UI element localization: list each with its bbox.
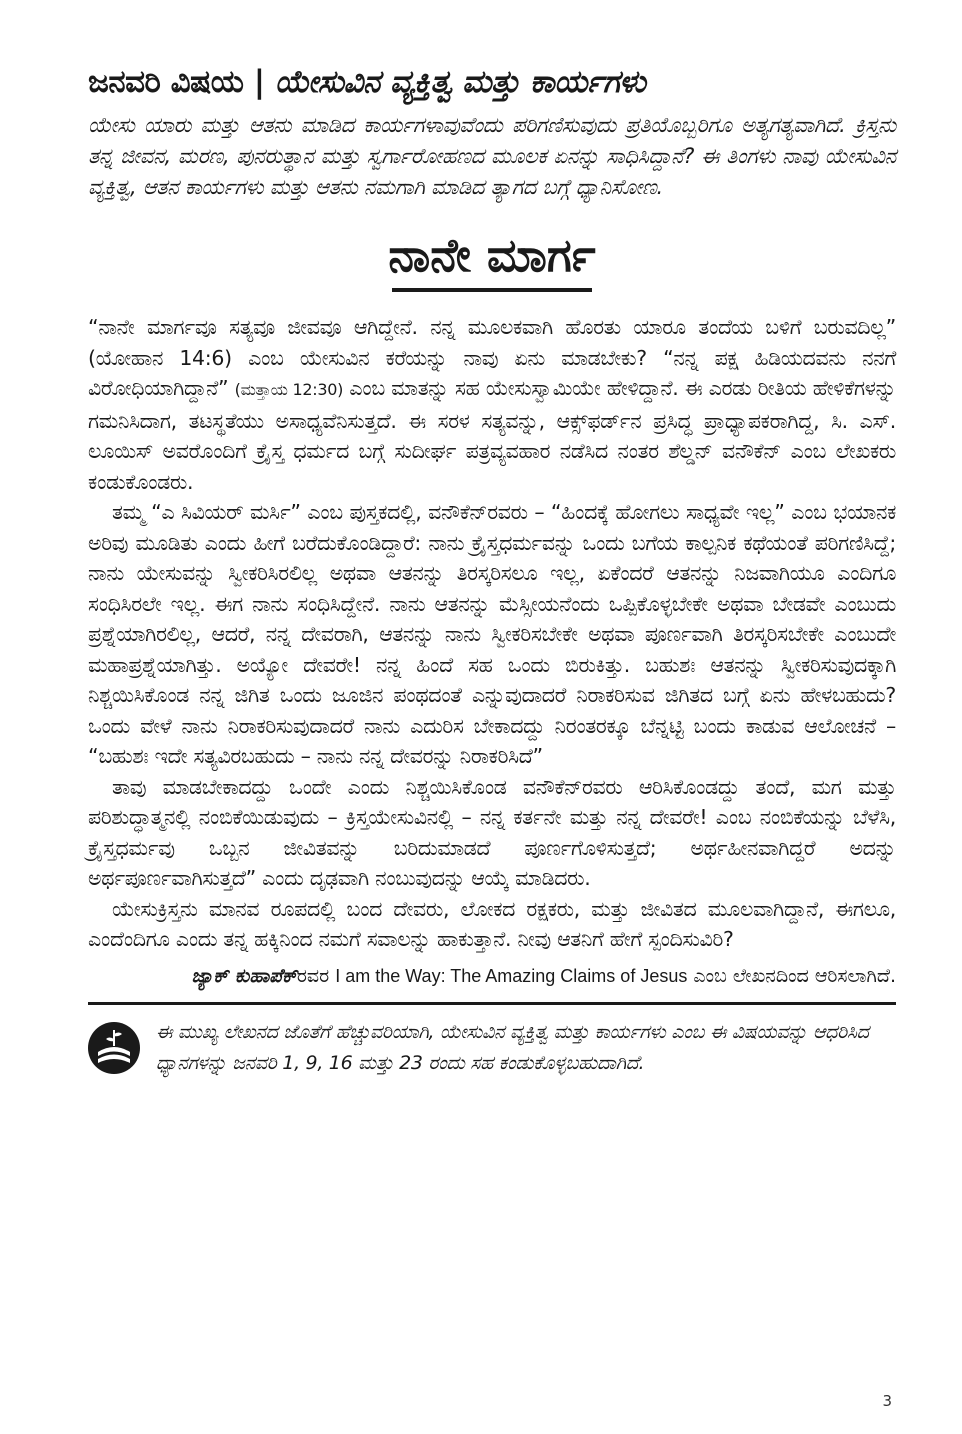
document-page: [88, 60, 896, 1079]
footer-divider: [88, 1002, 896, 1005]
footer-note: [88, 1017, 896, 1079]
article-credit: [88, 961, 896, 992]
credit-author: ಜ್ಯಾಕ್ ಕುಹಾಪೆಕ್: [191, 964, 297, 987]
page-number: 3: [882, 1392, 892, 1410]
paragraph-1-part-a: “ನಾನೇ ಮಾರ್ಗವೂ ಸತ್ಯವೂ ಜೀವವೂ ಆಗಿದ್ದೇನೆ. ನನ್ನ ಮೂಲಕವಾಗಿ ಹೊರತು ಯಾರೂ ತಂದೆಯ ಬಳಿಗೆ ಬರುವದಿಲ್ಲ” (ಯೋಹಾನ 14:6) ಎಂಬ ಯೇಸುವಿನ ಕರೆಯನ್ನು ನಾವು ಏನು ಮಾಡಬೇಕು? “ನನ್ನ ಪಕ್ಷ ಹಿಡಿಯದವನು ನನಗೆ ವಿರೋಧಿಯಾಗಿದ್ದಾನೆ”: [88, 315, 896, 400]
paragraph-3: ತಾವು ಮಾಡಬೇಕಾದದ್ದು ಒಂದೇ ಎಂದು ನಿಶ್ಚಯಿಸಿಕೊಂಡ ವನೌಕೆನ್‌ರವರು ಆರಿಸಿಕೊಂಡದ್ದು ತಂದೆ, ಮಗ ಮತ್ತು ಪರಿಶುದ್ಧಾತ್ಮನಲ್ಲಿ ನಂಬಿಕೆಯಿಡುವುದು – ಕ್ರಿಸ್ತಯೇಸುವಿನಲ್ಲಿ – ನನ್ನ ಕರ್ತನೇ ಮತ್ತು ನನ್ನ ದೇವರೇ! ಎಂಬ ನಂಬಿಕೆಯನ್ನು ಬೆಳೆಸಿ, ಕ್ರೈಸ್ತಧರ್ಮವು ಒಬ್ಬನ ಜೀವಿತವನ್ನು ಬರಿದುಮಾಡದೆ ಪೂರ್ಣಗೊಳಿಸುತ್ತದೆ; ಅರ್ಥಹೀನವಾಗಿದ್ದರೆ ಅದನ್ನು ಅರ್ಥಪೂರ್ಣವಾಗಿಸುತ್ತದೆ” ಎಂದು ದೃಢವಾಗಿ ನಂಬುವುದನ್ನು ಆಯ್ಕೆ ಮಾಡಿದರು.: [88, 774, 896, 890]
credit-tail: ಎಂಬ ಲೇಖನದಿಂದ ಆರಿಸಲಾಗಿದೆ.: [693, 964, 896, 987]
paragraph-1: [88, 312, 896, 497]
article-body: [88, 312, 896, 992]
theme-intro: ಯೇಸು ಯಾರು ಮತ್ತು ಆತನು ಮಾಡಿದ ಕಾರ್ಯಗಳಾವುವೆಂದು ಪರಿಗಣಿಸುವುದು ಪ್ರತಿಯೊಬ್ಬರಿಗೂ ಅತ್ಯಗತ್ಯವಾಗಿದೆ. ಕ್ರಿಸ್ತನು ತನ್ನ ಜೀವನ, ಮರಣ, ಪುನರುತ್ಥಾನ ಮತ್ತು ಸ್ವರ್ಗಾರೋಹಣದ ಮೂಲಕ ಏನನ್ನು ಸಾಧಿಸಿದ್ದಾನೆ? ಈ ತಿಂಗಳು ನಾವು ಯೇಸುವಿನ ವ್ಯಕ್ತಿತ್ವ, ಆತನ ಕಾರ್ಯಗಳು ಮತ್ತು ಆತನು ನಮಗಾಗಿ ಮಾಡಿದ ತ್ಯಾಗದ ಬಗ್ಗೆ ಧ್ಯಾನಿಸೋಣ.: [88, 113, 896, 199]
article-title: ನಾನೇ ಮಾರ್ಗ: [388, 228, 596, 282]
credit-book-title: I am the Way: The Amazing Claims of Jesus: [335, 965, 688, 986]
theme-label: ಜನವರಿ ವಿಷಯ: [88, 64, 244, 100]
footer-text: ಈ ಮುಖ್ಯ ಲೇಖನದ ಜೊತೆಗೆ ಹೆಚ್ಚುವರಿಯಾಗಿ, ಯೇಸುವಿನ ವ್ಯಕ್ತಿತ್ವ ಮತ್ತು ಕಾರ್ಯಗಳು ಎಂಬ ಈ ವಿಷಯವನ್ನು ಆಧರಿಸಿದ ಧ್ಯಾನಗಳನ್ನು ಜನವರಿ 1, 9, 16 ಮತ್ತು 23 ರಂದು ಸಹ ಕಂಡುಕೊಳ್ಳಬಹುದಾಗಿದೆ.: [156, 1020, 869, 1074]
credit-author-suffix: ರವರ: [296, 964, 330, 987]
paragraph-4: ಯೇಸುಕ್ರಿಸ್ತನು ಮಾನವ ರೂಪದಲ್ಲಿ ಬಂದ ದೇವರು, ಲೋಕದ ರಕ್ಷಕರು, ಮತ್ತು ಜೀವಿತದ ಮೂಲವಾಗಿದ್ದಾನೆ, ಈಗಲೂ, ಎಂದೆಂದಿಗೂ ಎಂದು ತನ್ನ ಹಕ್ಕಿನಿಂದ ನಮಗೆ ಸವಾಲನ್ನು ಹಾಕುತ್ತಾನೆ. ನೀವು ಆತನಿಗೆ ಹೇಗೆ ಸ್ಪಂದಿಸುವಿರಿ?: [88, 896, 896, 951]
ministry-logo-icon: [88, 1022, 140, 1074]
theme-heading: [88, 60, 896, 104]
title-underline: [392, 288, 592, 292]
paragraph-2: ತಮ್ಮ “ಎ ಸಿವಿಯರ್ ಮರ್ಸಿ” ಎಂಬ ಪುಸ್ತಕದಲ್ಲಿ, ವನೌಕೆನ್‌ರವರು – “ಹಿಂದಕ್ಕೆ ಹೋಗಲು ಸಾಧ್ಯವೇ ಇಲ್ಲ” ಎಂಬ ಭಯಾನಕ ಅರಿವು ಮೂಡಿತು ಎಂದು ಹೀಗೆ ಬರೆದುಕೊಂಡಿದ್ದಾರೆ: ನಾನು ಕ್ರೈಸ್ತಧರ್ಮವನ್ನು ಒಂದು ಬಗೆಯ ಕಾಲ್ಪನಿಕ ಕಥೆಯಂತೆ ಪರಿಗಣಿಸಿದ್ದೆ; ನಾನು ಯೇಸುವನ್ನು ಸ್ವೀಕರಿಸಿರಲಿಲ್ಲ ಅಥವಾ ಆತನನ್ನು ತಿರಸ್ಕರಿಸಲೂ ಇಲ್ಲ, ಏಕೆಂದರೆ ಆತನನ್ನು ನಿಜವಾಗಿಯೂ ಎಂದಿಗೂ ಸಂಧಿಸಿರಲೇ ಇಲ್ಲ. ಈಗ ನಾನು ಸಂಧಿಸಿದ್ದೇನೆ. ನಾನು ಆತನನ್ನು ಮೆಸ್ಸೀಯನೆಂದು ಒಪ್ಪಿಕೊಳ್ಳಬೇಕೇ ಅಥವಾ ಬೇಡವೇ ಎಂಬುದು ಪ್ರಶ್ನೆಯಾಗಿರಲಿಲ್ಲ, ಆದರೆ, ನನ್ನ ದೇವರಾಗಿ, ಆತನನ್ನು ನಾನು ಸ್ವೀಕರಿಸಬೇಕೇ ಅಥವಾ ಪೂರ್ಣವಾಗಿ ತಿರಸ್ಕರಿಸಬೇಕೇ ಎಂಬುದೇ ಮಹಾಪ್ರಶ್ನೆಯಾಗಿತ್ತು. ಅಯ್ಯೋ ದೇವರೇ! ನನ್ನ ಹಿಂದೆ ಸಹ ಒಂದು ಬಿರುಕಿತ್ತು. ಬಹುಶಃ ಆತನನ್ನು ಸ್ವೀಕರಿಸುವುದಕ್ಕಾಗಿ ನಿಶ್ಚಯಿಸಿಕೊಂಡ ನನ್ನ ಜಿಗಿತ ಒಂದು ಜೂಜಿನ ಪಂಥದಂತೆ ಎನ್ನುವುದಾದರೆ ನಿರಾಕರಿಸುವ ಜಿಗಿತದ ಬಗ್ಗೆ ಏನು ಹೇಳಬಹುದು? ಒಂದು ವೇಳೆ ನಾನು ನಿರಾಕರಿಸುವುದಾದರೆ ನಾನು ಎದುರಿಸ ಬೇಕಾದದ್ದು ನಿರಂತರಕ್ಕೂ ಬೆನ್ನಟ್ಟಿ ಬಂದು ಕಾಡುವ ಆಲೋಚನೆ – “ಬಹುಶಃ ಇದೇ ಸತ್ಯವಿರಬಹುದು – ನಾನು ನನ್ನ ದೇವರನ್ನು ನಿರಾಕರಿಸಿದೆ”: [88, 500, 896, 768]
theme-title: ಯೇಸುವಿನ ವ್ಯಕ್ತಿತ್ವ ಮತ್ತು ಕಾರ್ಯಗಳು: [274, 64, 646, 100]
scripture-reference: (ಮತ್ತಾಯ 12:30): [234, 380, 344, 399]
paragraph-1-part-b: ಎಂಬ ಮಾತನ್ನು ಸಹ ಯೇಸುಸ್ವಾಮಿಯೇ ಹೇಳಿದ್ದಾನೆ. ಈ ಎರಡು ರೀತಿಯ ಹೇಳಿಕೆಗಳನ್ನು ಗಮನಿಸಿದಾಗ, ತಟಸ್ಥತೆಯು ಅಸಾಧ್ಯವೆನಿಸುತ್ತದೆ. ಈ ಸರಳ ಸತ್ಯವನ್ನು, ಆಕ್ಸ್‌ಫರ್ಡ್‌ನ ಪ್ರಸಿದ್ಧ ಪ್ರಾಧ್ಯಾಪಕರಾಗಿದ್ದ, ಸಿ. ಎಸ್. ಲೂಯಿಸ್ ಅವರೊಂದಿಗೆ ಕ್ರೈಸ್ತ ಧರ್ಮದ ಬಗ್ಗೆ ಸುದೀರ್ಘ ಪತ್ರವ್ಯವಹಾರ ನಡೆಸಿದ ನಂತರ ಶೆಲ್ಡನ್ ವನೌಕೆನ್ ಎಂಬ ಲೇಖಕರು ಕಂಡುಕೊಂಡರು.: [88, 376, 896, 494]
theme-separator: |: [253, 64, 265, 100]
